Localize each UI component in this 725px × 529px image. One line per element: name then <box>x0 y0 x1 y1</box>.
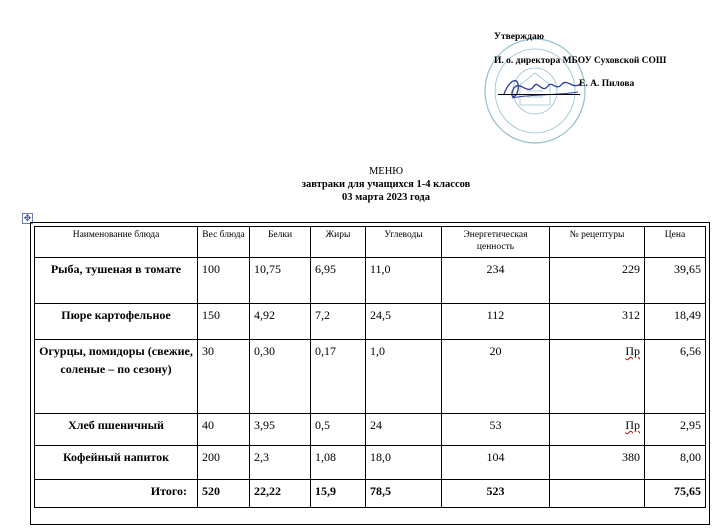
move-cross-icon[interactable]: ✥ <box>23 213 32 223</box>
approval-position: И. о. директора МБОУ Суховской СОШ <box>494 56 667 66</box>
dish-name: Рыба, тушеная в томате <box>35 258 198 304</box>
dish-carbs: 18,0 <box>366 446 442 480</box>
dish-name: Кофейный напиток <box>35 446 198 480</box>
total-weight: 520 <box>198 480 250 508</box>
column-header: Жиры <box>311 227 366 258</box>
dish-price: 18,49 <box>645 304 706 340</box>
dish-fat: 1,08 <box>311 446 366 480</box>
dish-energy: 104 <box>442 446 550 480</box>
total-protein: 22,22 <box>250 480 311 508</box>
dish-weight: 40 <box>198 414 250 446</box>
total-energy: 523 <box>442 480 550 508</box>
dish-recipe: Пр <box>550 414 645 446</box>
dish-recipe: 312 <box>550 304 645 340</box>
menu-subtitle: завтраки для учащихся 1-4 классов <box>301 179 471 190</box>
dish-weight: 30 <box>198 340 250 414</box>
dish-energy: 53 <box>442 414 550 446</box>
menu-table <box>34 226 706 508</box>
total-price: 75,65 <box>645 480 706 508</box>
dish-energy: 112 <box>442 304 550 340</box>
dish-price: 39,65 <box>645 258 706 304</box>
dish-energy: 20 <box>442 340 550 414</box>
table-row <box>35 304 706 340</box>
dish-energy: 234 <box>442 258 550 304</box>
total-recipe <box>550 480 645 508</box>
dish-weight: 150 <box>198 304 250 340</box>
menu-date: 03 марта 2023 года <box>342 192 430 203</box>
total-row <box>35 480 706 508</box>
total-label: Итого: <box>35 480 198 508</box>
dish-protein: 3,95 <box>250 414 311 446</box>
dish-price: 6,56 <box>645 340 706 414</box>
table-row <box>35 446 706 480</box>
total-carbs: 78,5 <box>366 480 442 508</box>
dish-recipe: Пр <box>550 340 645 414</box>
dish-protein: 4,92 <box>250 304 311 340</box>
column-header: Цена <box>645 227 706 258</box>
column-header: Углеводы <box>366 227 442 258</box>
dish-protein: 0,30 <box>250 340 311 414</box>
total-fat: 15,9 <box>311 480 366 508</box>
column-header: Белки <box>250 227 311 258</box>
document-header <box>0 165 725 204</box>
dish-carbs: 11,0 <box>366 258 442 304</box>
column-header: № рецептуры <box>550 227 645 258</box>
signature-icon <box>498 72 588 106</box>
dish-name: Огурцы, помидоры (свежие, соленые – по сезону) <box>35 340 198 414</box>
dish-fat: 0,5 <box>311 414 366 446</box>
dish-carbs: 24,5 <box>366 304 442 340</box>
approval-block <box>440 10 720 150</box>
dish-protein: 10,75 <box>250 258 311 304</box>
dish-protein: 2,3 <box>250 446 311 480</box>
dish-fat: 6,95 <box>311 258 366 304</box>
table-row <box>35 340 706 414</box>
dish-weight: 100 <box>198 258 250 304</box>
dish-fat: 0,17 <box>311 340 366 414</box>
dish-weight: 200 <box>198 446 250 480</box>
approval-title: Утверждаю <box>494 32 544 42</box>
dish-price: 2,95 <box>645 414 706 446</box>
dish-carbs: 1,0 <box>366 340 442 414</box>
dish-price: 8,00 <box>645 446 706 480</box>
signature-line <box>498 94 580 95</box>
column-header: Наименование блюда <box>35 227 198 258</box>
approval-name: Е. А. Пилова <box>579 79 635 89</box>
column-header: Вес блюда <box>198 227 250 258</box>
dish-carbs: 24 <box>366 414 442 446</box>
dish-fat: 7,2 <box>311 304 366 340</box>
table-row <box>35 258 706 304</box>
table-row <box>35 414 706 446</box>
dish-recipe: 229 <box>550 258 645 304</box>
column-header: Энергетическая ценность <box>442 227 550 258</box>
table-header-row <box>35 227 706 258</box>
dish-name: Пюре картофельное <box>35 304 198 340</box>
dish-recipe: 380 <box>550 446 645 480</box>
menu-title: МЕНЮ <box>368 166 404 177</box>
dish-name: Хлеб пшеничный <box>35 414 198 446</box>
